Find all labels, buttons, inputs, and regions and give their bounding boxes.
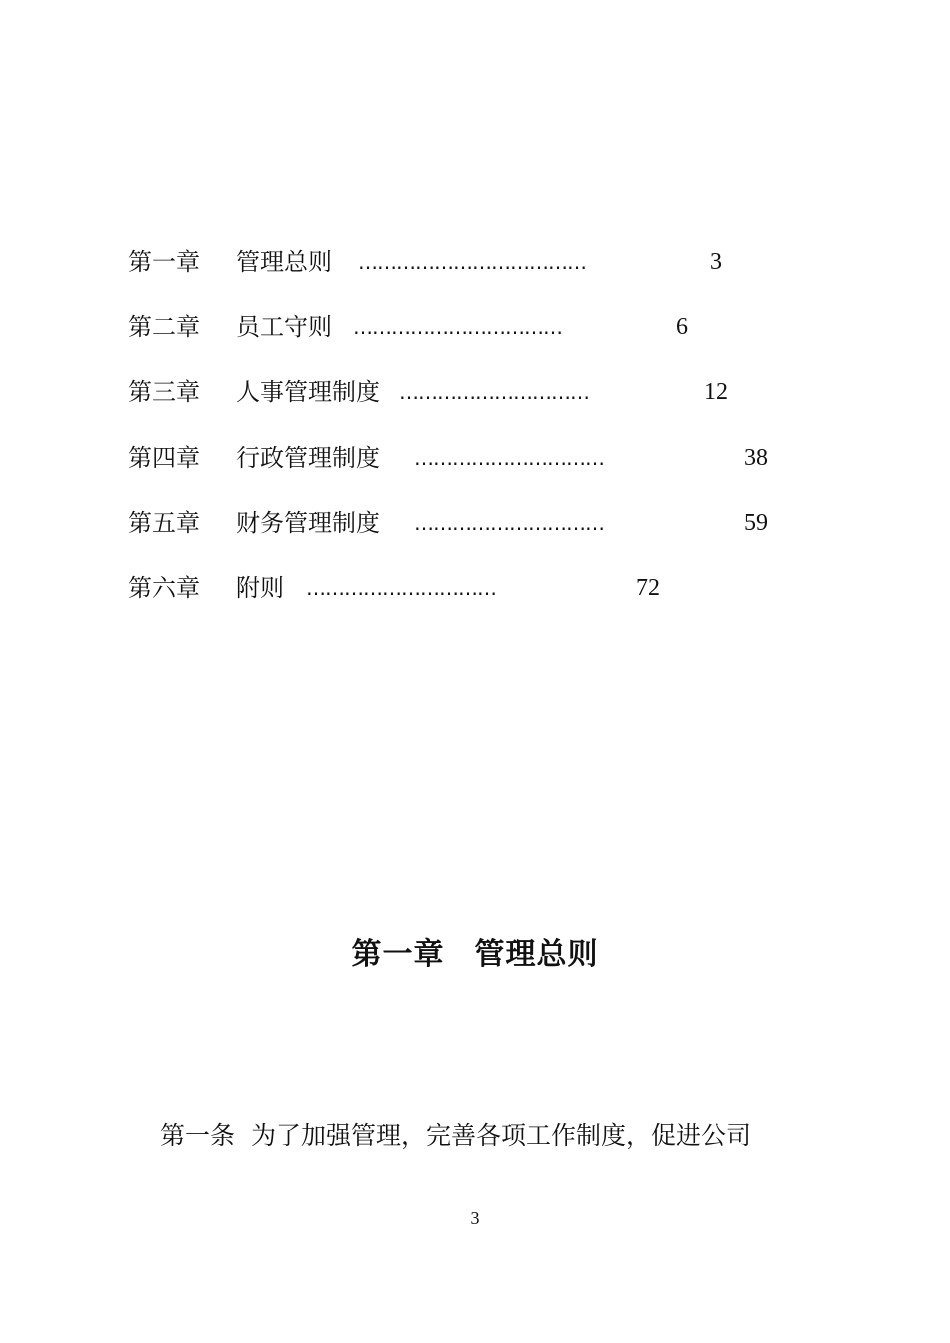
toc-dot-leader: …………………………… xyxy=(353,315,562,339)
toc-page-number: 12 xyxy=(704,379,728,405)
toc-page-number: 72 xyxy=(636,575,660,601)
toc-page-number: 6 xyxy=(676,314,688,340)
toc-chapter-number: 第五章 xyxy=(128,509,200,537)
toc-dot-leader: ……………………………… xyxy=(358,250,586,274)
toc-chapter-title: 人事管理制度 xyxy=(236,378,380,406)
toc-page-number: 59 xyxy=(744,510,768,536)
toc-chapter-title: 行政管理制度 xyxy=(236,444,380,472)
toc-chapter-number: 第二章 xyxy=(128,313,200,341)
article-label: 第一条 xyxy=(160,1121,236,1150)
article-text: 为了加强管理，完善各项工作制度，促进公司 xyxy=(251,1121,752,1150)
toc-chapter-title: 附则 xyxy=(236,574,284,602)
page-number: 3 xyxy=(470,1208,480,1228)
toc-page-number: 3 xyxy=(710,249,722,275)
article-paragraph xyxy=(160,1116,840,1156)
toc-chapter-number: 第六章 xyxy=(128,574,200,602)
toc-chapter-number: 第四章 xyxy=(128,444,200,472)
toc-dot-leader: ………………………… xyxy=(306,576,496,600)
toc-dot-leader: ………………………… xyxy=(414,511,604,535)
toc-dot-leader: ………………………… xyxy=(414,446,604,470)
chapter-heading-number: 第一章 xyxy=(351,937,445,972)
toc-chapter-title: 管理总则 xyxy=(236,248,332,276)
toc-dot-leader: ………………………… xyxy=(399,380,589,404)
toc-chapter-title: 员工守则 xyxy=(236,313,332,341)
toc-chapter-number: 第一章 xyxy=(128,248,200,276)
chapter-heading-title: 管理总则 xyxy=(474,937,599,972)
toc-chapter-number: 第三章 xyxy=(128,378,200,406)
toc-page-number: 38 xyxy=(744,445,768,471)
chapter-heading xyxy=(0,932,950,978)
toc-chapter-title: 财务管理制度 xyxy=(236,509,380,537)
